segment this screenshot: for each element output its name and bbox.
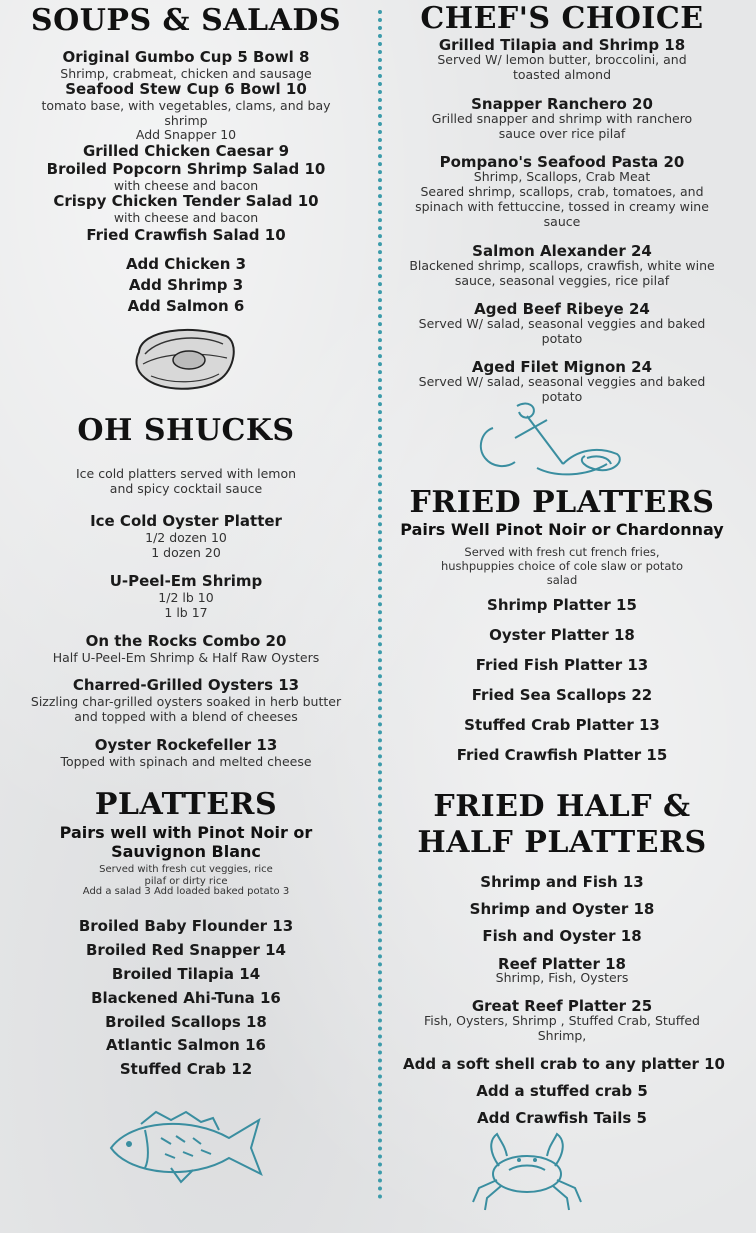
menu-item-desc: Grilled snapper and shrimp with ranchero sauce over rice pilaf xyxy=(431,111,693,141)
section-intro: Ice cold platters served with lemon and spicy cocktail sauce xyxy=(75,466,297,496)
menu-item: Aged Filet Mignon 24 xyxy=(471,358,653,376)
menu-item: Broiled Red Snapper 14 xyxy=(86,941,286,959)
menu-item: Salmon Alexander 24 xyxy=(472,242,652,260)
menu-item: Aged Beef Ribeye 24 xyxy=(474,300,650,318)
menu-item: Broiled Scallops 18 xyxy=(105,1013,267,1031)
menu-item-desc: Served W/ lemon butter, broccolini, and toasted almond xyxy=(437,52,687,82)
menu-item-price: 1/2 dozen 10 xyxy=(145,530,227,545)
addon-item: Add a stuffed crab 5 xyxy=(476,1082,648,1100)
menu-item: Broiled Popcorn Shrimp Salad 10 xyxy=(46,160,326,178)
menu-item: Stuffed Crab 12 xyxy=(119,1060,253,1078)
chefs-choice-title: CHEF'S CHOICE xyxy=(420,1,704,36)
menu-item: Stuffed Crab Platter 13 xyxy=(464,716,660,734)
menu-item: Shrimp Platter 15 xyxy=(487,596,637,614)
oh-shucks-title: OH SHUCKS xyxy=(77,413,295,448)
menu-item-desc: with cheese and bacon xyxy=(113,178,259,193)
menu-item: Grilled Tilapia and Shrimp 18 xyxy=(438,36,686,54)
half-half-title-line2: HALF PLATTERS xyxy=(417,825,707,860)
menu-item-desc: tomato base, with vegetables, clams, and bay shrimp xyxy=(41,98,331,128)
menu-item: Ice Cold Oyster Platter xyxy=(90,512,282,530)
menu-item: Fried Crawfish Platter 15 xyxy=(456,746,668,764)
menu-item-price: 1 lb 17 xyxy=(164,605,208,620)
menu-item: Shrimp and Fish 13 xyxy=(480,873,644,891)
menu-item: Fish and Oyster 18 xyxy=(482,927,642,945)
menu-item: Broiled Baby Flounder 13 xyxy=(78,917,294,935)
menu-item-desc: Shrimp, crabmeat, chicken and sausage xyxy=(60,66,312,81)
crab-icon xyxy=(328,1126,726,1212)
menu-item-extra: Add Snapper 10 xyxy=(135,127,237,142)
fried-platters-title: FRIED PLATTERS xyxy=(409,485,715,520)
menu-item: Oyster Rockefeller 13 xyxy=(94,736,278,754)
menu-item: Broiled Tilapia 14 xyxy=(111,965,261,983)
menu-item: Fried Fish Platter 13 xyxy=(475,656,649,674)
menu-item: Fried Sea Scallops 22 xyxy=(471,686,653,704)
oyster-icon xyxy=(10,322,362,394)
menu-item: On the Rocks Combo 20 xyxy=(85,632,287,650)
menu-item-desc: Shrimp, Fish, Oysters xyxy=(495,970,629,985)
wine-pairing: Pairs Well Pinot Noir or Chardonnay xyxy=(400,520,724,539)
menu-item-price: 1 dozen 20 xyxy=(151,545,221,560)
menu-item: Original Gumbo Cup 5 Bowl 8 xyxy=(62,48,310,66)
menu-item: Great Reef Platter 25 xyxy=(471,997,653,1015)
addon-item: Add Crawfish Tails 5 xyxy=(477,1109,647,1127)
menu-item: Charred-Grilled Oysters 13 xyxy=(72,676,300,694)
menu-item: Reef Platter 18 xyxy=(498,955,626,973)
menu-item: Blackened Ahi-Tuna 16 xyxy=(91,989,281,1007)
menu-item: Pompano's Seafood Pasta 20 xyxy=(439,153,685,171)
menu-item: U-Peel-Em Shrimp xyxy=(109,572,263,590)
menu-item-desc: Shrimp, Scallops, Crab Meat xyxy=(473,169,651,184)
platters-title: PLATTERS xyxy=(94,787,278,822)
addon-item: Add Chicken 3 xyxy=(125,255,247,273)
platter-note: Served with fresh cut french fries, hushpuppies choice of cole slaw or potato salad xyxy=(440,545,684,587)
wine-pairing: Pairs well with Pinot Noir or Sauvignon Blanc xyxy=(59,823,313,862)
fish-icon xyxy=(10,1098,362,1188)
menu-item: Snapper Ranchero 20 xyxy=(471,95,653,113)
menu-item: Grilled Chicken Caesar 9 xyxy=(82,142,290,160)
menu-item-desc: Served W/ salad, seasonal veggies and baked potato xyxy=(418,374,706,404)
menu-item-desc: Fish, Oysters, Shrimp , Stuffed Crab, Stuffed Shrimp, xyxy=(424,1013,700,1043)
soups-salads-title: SOUPS & SALADS xyxy=(30,3,342,38)
menu-item: Shrimp and Oyster 18 xyxy=(469,900,655,918)
menu-item-price: 1/2 lb 10 xyxy=(158,590,214,605)
platter-note: Served with fresh cut veggies, rice pilaf or dirty rice xyxy=(99,864,273,887)
menu-item-desc: Seared shrimp, scallops, crab, tomatoes, and spinach with fettuccine, tossed in creamy wine sauce xyxy=(415,184,709,229)
platter-note: Add a salad 3 Add loaded baked potato 3 xyxy=(82,886,290,897)
half-half-title-line1: FRIED HALF & xyxy=(433,789,691,824)
menu-item-desc: Served W/ salad, seasonal veggies and baked potato xyxy=(418,316,706,346)
addon-item: Add Shrimp 3 xyxy=(128,276,244,294)
menu-item: Crispy Chicken Tender Salad 10 xyxy=(53,192,319,210)
menu-item-desc: with cheese and bacon xyxy=(113,210,259,225)
menu-item: Oyster Platter 18 xyxy=(489,626,635,644)
menu-item: Atlantic Salmon 16 xyxy=(106,1036,266,1054)
addon-item: Add Salmon 6 xyxy=(127,297,245,315)
anchor-icon xyxy=(378,398,726,482)
column-divider xyxy=(378,10,382,1200)
menu-item-desc: Half U-Peel-Em Shrimp & Half Raw Oysters xyxy=(52,650,320,665)
menu-item-desc: Topped with spinach and melted cheese xyxy=(60,754,312,769)
addon-item: Add a soft shell crab to any platter 10 xyxy=(403,1055,725,1073)
menu-item: Fried Crawfish Salad 10 xyxy=(86,226,286,244)
menu-item-desc: Sizzling char-grilled oysters soaked in herb butter and topped with a blend of cheeses xyxy=(30,694,342,724)
menu-item-desc: Blackened shrimp, scallops, crawfish, white wine sauce, seasonal veggies, rice pilaf xyxy=(409,258,715,288)
menu-item: Seafood Stew Cup 6 Bowl 10 xyxy=(65,80,307,98)
